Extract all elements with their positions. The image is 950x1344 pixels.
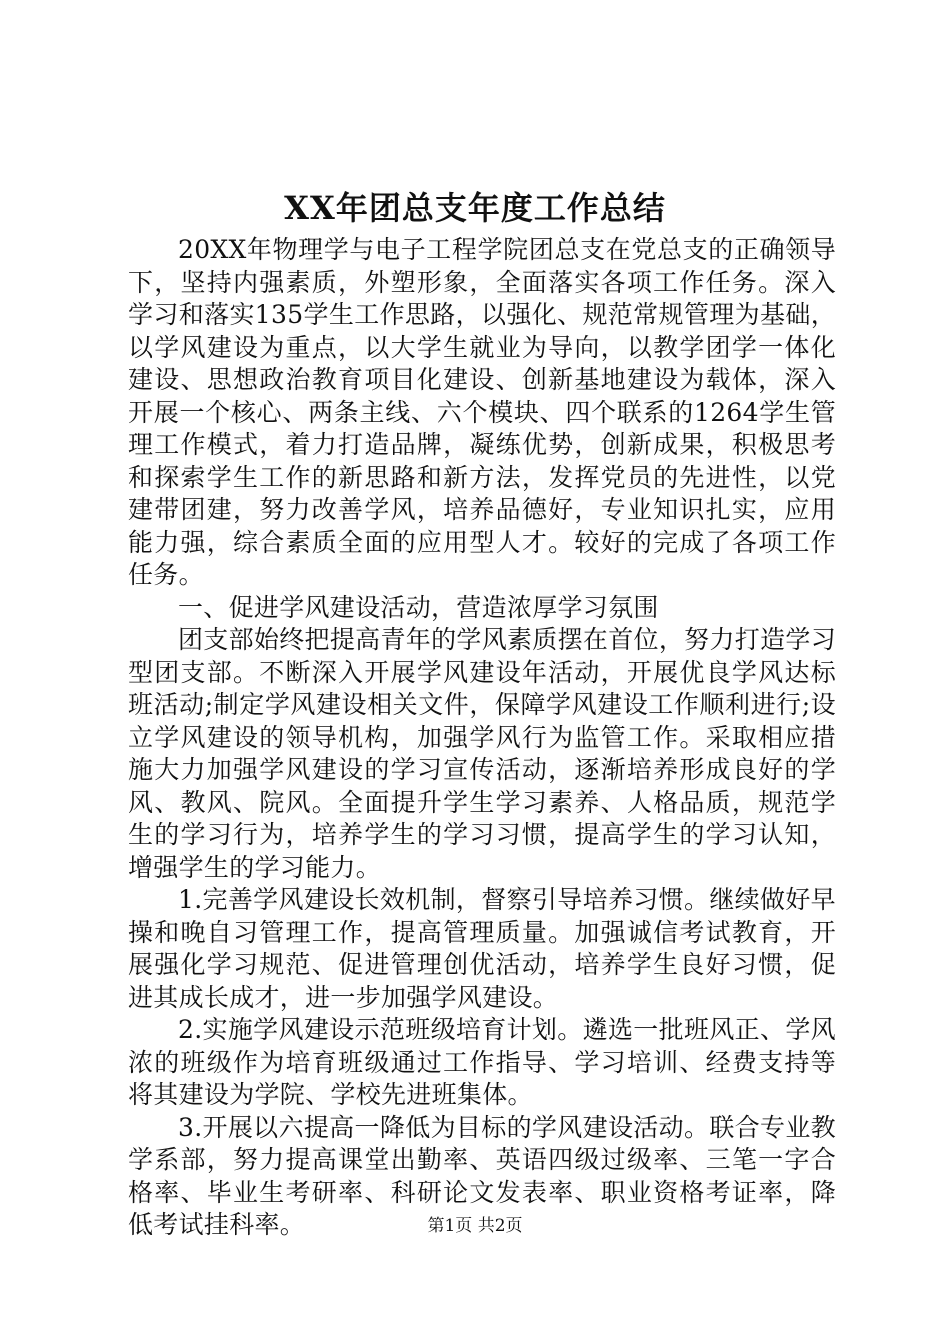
document-body — [128, 234, 836, 1242]
page-footer: 第1页 共2页 — [427, 1216, 523, 1236]
paragraph-section-1: 团支部始终把提高青年的学风素质摆在首位，努力打造学习型团支部。不断深入开展学风建设年活动，开展优良学风达标班活动;制定学风建设相关文件，保障学风建设工作顺利进行;设立学风建设的领导机构，加强学风行为监管工作。采取相应措施大力加强学风建设的学习宣传活动，逐渐培养形成良好的学风、教风、院风。全面提升学生学习素养、人格品质，规范学生的学习行为，培养学生的学习习惯，提高学生的学习认知，增强学生的学习能力。 — [128, 625, 836, 882]
paragraph-intro: 20XX年物理学与电子工程学院团总支在党总支的正确领导下，坚持内强素质，外塑形象，全面落实各项工作任务。深入学习和落实135学生工作思路，以强化、规范常规管理为基础，以学风建设为重点，以大学生就业为导向，以教学团学一体化建设、思想政治教育项目化建设、创新基地建设为载体，深入开展一个核心、两条主线、六个模块、四个联系的1264学生管理工作模式，着力打造品牌，凝练优势，创新成果，积极思考和探索学生工作的新思路和新方法，发挥党员的先进性，以党建带团建，努力改善学风，培养品德好，专业知识扎实，应用能力强，综合素质全面的应用型人才。较好的完成了各项工作任务。 — [128, 235, 836, 589]
document-title: XX年团总支年度工作总结 — [284, 189, 666, 227]
list-item-3: 3.开展以六提高一降低为目标的学风建设活动。联合专业教学系部，努力提高课堂出勤率、英语四级过级率、三笔一字合格率、毕业生考研率、科研论文发表率、职业资格考证率，降低考试挂科率。 — [128, 1112, 836, 1239]
list-item-1: 1.完善学风建设长效机制，督察引导培养习惯。继续做好早操和晚自习管理工作，提高管理质量。加强诚信考试教育，开展强化学习规范、促进管理创优活动，培养学生良好习惯，促进其成长成才，进一步加强学风建设。 — [128, 885, 836, 1012]
section-heading-1: 一、促进学风建设活动，营造浓厚学习氛围 — [178, 592, 659, 622]
list-item-2: 2.实施学风建设示范班级培育计划。遴选一批班风正、学风浓的班级作为培育班级通过工作指导、学习培训、经费支持等将其建设为学院、学校先进班集体。 — [128, 1015, 836, 1109]
